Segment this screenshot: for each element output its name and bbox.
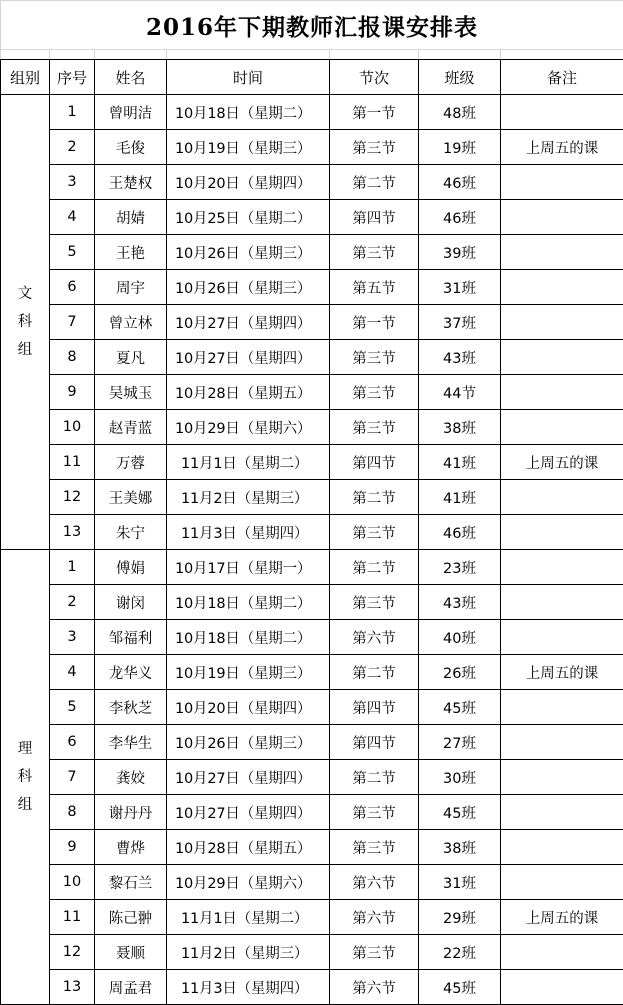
table-row [1, 690, 623, 725]
table-row [1, 445, 623, 480]
index-cell: 11 [50, 900, 95, 935]
teacher-name-cell: 朱宁 [95, 515, 167, 550]
note-cell [501, 865, 623, 900]
class-cell: 45班 [419, 690, 501, 725]
note-cell [501, 795, 623, 830]
group-label-char: 组 [17, 797, 33, 813]
index-cell: 10 [50, 865, 95, 900]
table-row [1, 970, 623, 1005]
header-time: 时间 [167, 60, 330, 95]
index-cell: 13 [50, 515, 95, 550]
header-name: 姓名 [95, 60, 167, 95]
table-row [1, 935, 623, 970]
note-cell [501, 760, 623, 795]
index-cell: 8 [50, 340, 95, 375]
table-row [1, 795, 623, 830]
index-cell: 12 [50, 935, 95, 970]
teacher-name-cell: 曹烨 [95, 830, 167, 865]
time-cell: 10月18日（星期二） [167, 620, 330, 655]
index-cell: 5 [50, 235, 95, 270]
table-row [1, 760, 623, 795]
teacher-name-cell: 李华生 [95, 725, 167, 760]
header-note: 备注 [501, 60, 623, 95]
teacher-name-cell: 陈己翀 [95, 900, 167, 935]
class-cell: 45班 [419, 970, 501, 1005]
teacher-name-cell: 邹福利 [95, 620, 167, 655]
table-row [1, 165, 623, 200]
teacher-name-cell: 吴城玉 [95, 375, 167, 410]
time-cell: 11月2日（星期三） [167, 480, 330, 515]
period-cell: 第三节 [330, 935, 419, 970]
spacer-cell [50, 50, 95, 60]
note-cell [501, 690, 623, 725]
header-class: 班级 [419, 60, 501, 95]
period-cell: 第三节 [330, 795, 419, 830]
period-cell: 第三节 [330, 410, 419, 445]
group-label-char: 文 [17, 286, 33, 302]
table-row [1, 655, 623, 690]
period-cell: 第四节 [330, 690, 419, 725]
teacher-name-cell: 傅娟 [95, 550, 167, 585]
time-cell: 10月26日（星期三） [167, 270, 330, 305]
index-cell: 6 [50, 725, 95, 760]
teacher-name-cell: 夏凡 [95, 340, 167, 375]
note-cell [501, 970, 623, 1005]
time-cell: 10月25日（星期二） [167, 200, 330, 235]
index-cell: 7 [50, 760, 95, 795]
group-label-char: 组 [17, 342, 33, 358]
time-cell: 10月19日（星期三） [167, 130, 330, 165]
teacher-name-cell: 万蓉 [95, 445, 167, 480]
index-cell: 3 [50, 620, 95, 655]
period-cell: 第三节 [330, 235, 419, 270]
teacher-name-cell: 王美娜 [95, 480, 167, 515]
note-cell [501, 830, 623, 865]
time-cell: 10月18日（星期二） [167, 95, 330, 130]
time-cell: 10月26日（星期三） [167, 235, 330, 270]
table-row [1, 130, 623, 165]
table-row [1, 865, 623, 900]
class-cell: 38班 [419, 410, 501, 445]
period-cell: 第四节 [330, 445, 419, 480]
time-cell: 10月27日（星期四） [167, 305, 330, 340]
teacher-name-cell: 龚姣 [95, 760, 167, 795]
table-row [1, 480, 623, 515]
spacer-cell [95, 50, 167, 60]
teacher-name-cell: 龙华义 [95, 655, 167, 690]
note-cell: 上周五的课 [501, 445, 623, 480]
note-cell [501, 620, 623, 655]
index-cell: 6 [50, 270, 95, 305]
period-cell: 第五节 [330, 270, 419, 305]
note-cell [501, 585, 623, 620]
title-row [1, 1, 623, 50]
class-cell: 44节 [419, 375, 501, 410]
class-cell: 46班 [419, 200, 501, 235]
teacher-name-cell: 聂顺 [95, 935, 167, 970]
time-cell: 10月18日（星期二） [167, 585, 330, 620]
table-row [1, 515, 623, 550]
class-cell: 43班 [419, 585, 501, 620]
sheet-title: 2016年下期教师汇报课安排表 [1, 1, 623, 50]
note-cell [501, 515, 623, 550]
time-cell: 10月19日（星期三） [167, 655, 330, 690]
note-cell: 上周五的课 [501, 900, 623, 935]
index-cell: 2 [50, 585, 95, 620]
class-cell: 38班 [419, 830, 501, 865]
note-cell [501, 550, 623, 585]
spacer-cell [419, 50, 501, 60]
class-cell: 31班 [419, 865, 501, 900]
note-cell [501, 200, 623, 235]
note-cell [501, 95, 623, 130]
header-index: 序号 [50, 60, 95, 95]
class-cell: 30班 [419, 760, 501, 795]
index-cell: 12 [50, 480, 95, 515]
class-cell: 26班 [419, 655, 501, 690]
time-cell: 10月27日（星期四） [167, 340, 330, 375]
note-cell [501, 480, 623, 515]
group-label-char: 理 [17, 741, 33, 757]
time-cell: 10月29日（星期六） [167, 865, 330, 900]
class-cell: 19班 [419, 130, 501, 165]
time-cell: 10月28日（星期五） [167, 375, 330, 410]
period-cell: 第三节 [330, 130, 419, 165]
header-row [1, 60, 623, 95]
class-cell: 45班 [419, 795, 501, 830]
time-cell: 10月29日（星期六） [167, 410, 330, 445]
teacher-name-cell: 胡婧 [95, 200, 167, 235]
spacer-cell [501, 50, 623, 60]
time-cell: 11月2日（星期三） [167, 935, 330, 970]
spacer-cell [330, 50, 419, 60]
time-cell: 10月27日（星期四） [167, 795, 330, 830]
index-cell: 10 [50, 410, 95, 445]
index-cell: 7 [50, 305, 95, 340]
teacher-name-cell: 周宇 [95, 270, 167, 305]
teacher-name-cell: 黎石兰 [95, 865, 167, 900]
note-cell [501, 935, 623, 970]
index-cell: 4 [50, 200, 95, 235]
time-cell: 10月20日（星期四） [167, 165, 330, 200]
note-cell [501, 235, 623, 270]
table-row [1, 725, 623, 760]
table-row [1, 340, 623, 375]
table-row [1, 200, 623, 235]
group-label-cell [1, 95, 50, 550]
teacher-name-cell: 周孟君 [95, 970, 167, 1005]
teacher-name-cell: 赵青蓝 [95, 410, 167, 445]
group-label-cell [1, 550, 50, 1005]
index-cell: 9 [50, 830, 95, 865]
period-cell: 第二节 [330, 760, 419, 795]
table-row [1, 550, 623, 585]
note-cell [501, 375, 623, 410]
period-cell: 第二节 [330, 480, 419, 515]
note-cell [501, 165, 623, 200]
period-cell: 第二节 [330, 655, 419, 690]
table-row [1, 235, 623, 270]
note-cell [501, 340, 623, 375]
note-cell [501, 305, 623, 340]
teacher-name-cell: 李秋芝 [95, 690, 167, 725]
teacher-name-cell: 王艳 [95, 235, 167, 270]
class-cell: 29班 [419, 900, 501, 935]
period-cell: 第六节 [330, 865, 419, 900]
note-cell: 上周五的课 [501, 130, 623, 165]
index-cell: 4 [50, 655, 95, 690]
index-cell: 11 [50, 445, 95, 480]
spacer-cell [167, 50, 330, 60]
class-cell: 46班 [419, 515, 501, 550]
teacher-name-cell: 毛俊 [95, 130, 167, 165]
period-cell: 第六节 [330, 900, 419, 935]
time-cell: 10月27日（星期四） [167, 760, 330, 795]
class-cell: 48班 [419, 95, 501, 130]
index-cell: 2 [50, 130, 95, 165]
time-cell: 11月1日（星期二） [167, 900, 330, 935]
table-row [1, 830, 623, 865]
index-cell: 5 [50, 690, 95, 725]
table-row [1, 305, 623, 340]
time-cell: 10月28日（星期五） [167, 830, 330, 865]
note-cell [501, 725, 623, 760]
header-group: 组别 [1, 60, 50, 95]
index-cell: 8 [50, 795, 95, 830]
index-cell: 3 [50, 165, 95, 200]
table-row [1, 900, 623, 935]
period-cell: 第四节 [330, 200, 419, 235]
period-cell: 第六节 [330, 970, 419, 1005]
table-row [1, 585, 623, 620]
class-cell: 23班 [419, 550, 501, 585]
index-cell: 1 [50, 95, 95, 130]
time-cell: 11月3日（星期四） [167, 970, 330, 1005]
period-cell: 第三节 [330, 340, 419, 375]
class-cell: 37班 [419, 305, 501, 340]
index-cell: 13 [50, 970, 95, 1005]
spacer-cell [1, 50, 50, 60]
note-cell [501, 410, 623, 445]
table-row [1, 410, 623, 445]
class-cell: 27班 [419, 725, 501, 760]
index-cell: 1 [50, 550, 95, 585]
time-cell: 10月20日（星期四） [167, 690, 330, 725]
teacher-name-cell: 曾立林 [95, 305, 167, 340]
table-row [1, 95, 623, 130]
class-cell: 41班 [419, 480, 501, 515]
index-cell: 9 [50, 375, 95, 410]
time-cell: 10月17日（星期一） [167, 550, 330, 585]
period-cell: 第三节 [330, 375, 419, 410]
teacher-name-cell: 王楚权 [95, 165, 167, 200]
time-cell: 11月3日（星期四） [167, 515, 330, 550]
period-cell: 第一节 [330, 95, 419, 130]
header-period: 节次 [330, 60, 419, 95]
period-cell: 第二节 [330, 165, 419, 200]
period-cell: 第四节 [330, 725, 419, 760]
class-cell: 43班 [419, 340, 501, 375]
class-cell: 39班 [419, 235, 501, 270]
note-cell [501, 270, 623, 305]
period-cell: 第三节 [330, 830, 419, 865]
table-row [1, 620, 623, 655]
group-label-char: 科 [17, 769, 33, 785]
teacher-name-cell: 曾明洁 [95, 95, 167, 130]
schedule-body [1, 95, 623, 1005]
period-cell: 第三节 [330, 585, 419, 620]
class-cell: 31班 [419, 270, 501, 305]
period-cell: 第一节 [330, 305, 419, 340]
period-cell: 第二节 [330, 550, 419, 585]
group-label-char: 科 [17, 314, 33, 330]
teacher-name-cell: 谢丹丹 [95, 795, 167, 830]
time-cell: 11月1日（星期二） [167, 445, 330, 480]
class-cell: 22班 [419, 935, 501, 970]
class-cell: 46班 [419, 165, 501, 200]
time-cell: 10月26日（星期三） [167, 725, 330, 760]
period-cell: 第六节 [330, 620, 419, 655]
note-cell: 上周五的课 [501, 655, 623, 690]
spacer-row [1, 50, 623, 60]
class-cell: 41班 [419, 445, 501, 480]
teacher-name-cell: 谢闵 [95, 585, 167, 620]
class-cell: 40班 [419, 620, 501, 655]
table-row [1, 375, 623, 410]
period-cell: 第三节 [330, 515, 419, 550]
table-row [1, 270, 623, 305]
